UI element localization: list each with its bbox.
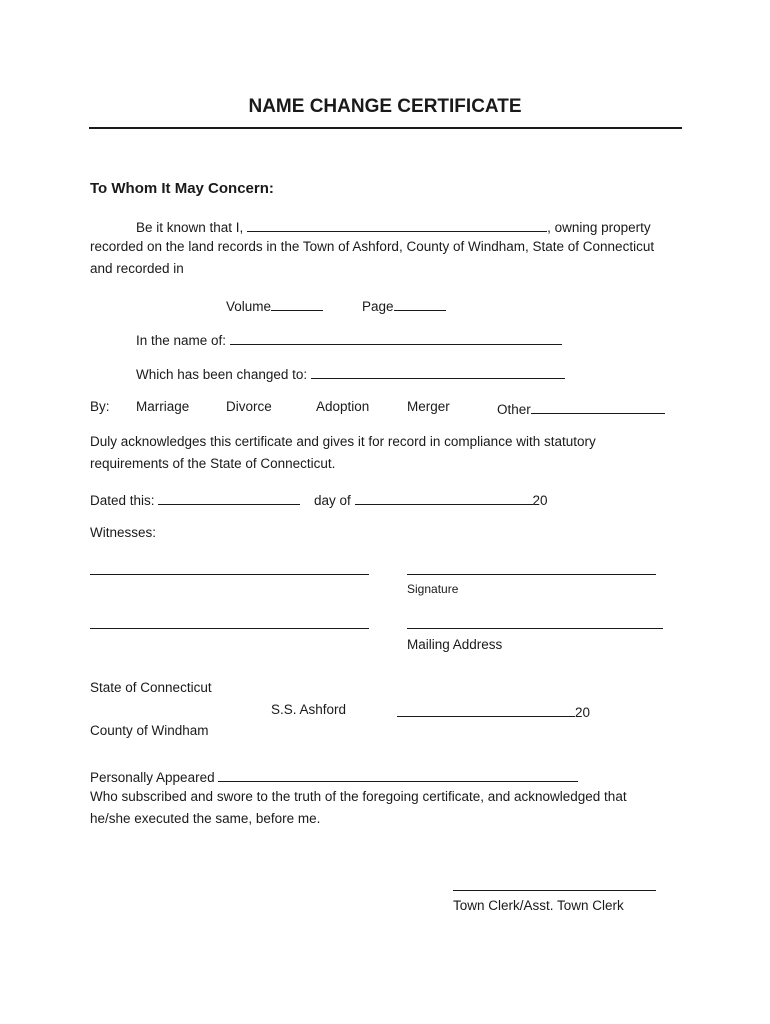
personally-appeared-field[interactable] [218,767,578,782]
intro-line-3: and recorded in [90,261,184,276]
intro-line-2: recorded on the land records in the Town of Ashford, County of Windham, State of Connecticut [90,239,655,254]
day-of-label: day of [314,493,351,508]
dated-year-prefix: 20 [532,493,548,508]
personally-appeared-row [90,767,578,785]
subscribed-line-2: he/she executed the same, before me. [90,811,321,826]
option-divorce[interactable]: Divorce [226,399,272,414]
mailing-address-label: Mailing Address [407,637,503,652]
subscribed-line-1: Who subscribed and swore to the truth of the foregoing certificate, and acknowledged that [90,789,627,804]
witnesses-label: Witnesses: [90,525,157,540]
option-other[interactable]: Other [497,402,531,417]
changed-to-field[interactable] [311,364,565,379]
venue-state: State of Connecticut [90,680,212,695]
intro-suffix: , owning property [547,220,651,235]
page-field[interactable] [394,296,446,311]
dated-label: Dated this: [90,493,155,508]
venue-year-prefix: 20 [575,705,591,720]
option-merger[interactable]: Merger [407,399,450,414]
dated-month-field[interactable] [355,490,533,505]
personally-appeared-label: Personally Appeared [90,770,215,785]
option-other-row [497,399,665,417]
changed-to-label: Which has been changed to: [136,367,308,382]
intro-line-1 [136,217,651,235]
acknowledgement-line-1: Duly acknowledges this certificate and gives it for record in compliance with statutory [90,434,596,449]
option-adoption[interactable]: Adoption [316,399,370,414]
changed-to-row [136,364,565,382]
signature-line[interactable] [407,574,656,575]
venue-date-field[interactable] [397,702,575,717]
venue-county: County of Windham [90,723,209,738]
owner-name-field[interactable] [247,217,547,232]
in-name-of-label: In the name of: [136,333,227,348]
clerk-signature-line[interactable] [453,890,656,891]
title-divider [89,127,682,129]
volume-label: Volume [226,299,272,314]
clerk-label: Town Clerk/Asst. Town Clerk [453,898,624,913]
salutation: To Whom It May Concern: [90,180,274,197]
volume-field[interactable] [271,296,323,311]
day-of-row [314,490,548,508]
intro-prefix: Be it known that I, [136,220,244,235]
option-marriage[interactable]: Marriage [136,399,190,414]
witness-1-line[interactable] [90,574,369,575]
witness-2-line[interactable] [90,628,369,629]
volume-row [226,296,323,314]
mailing-address-line[interactable] [407,628,663,629]
dated-row [90,490,300,508]
other-field[interactable] [531,399,665,414]
venue-date-row [397,702,590,720]
in-name-of-row [136,330,562,348]
page-row [362,296,446,314]
in-name-of-field[interactable] [230,330,562,345]
page-title: NAME CHANGE CERTIFICATE [248,96,522,117]
signature-label: Signature [407,582,459,596]
by-label: By: [90,399,110,414]
acknowledgement-line-2: requirements of the State of Connecticut. [90,456,336,471]
page-label: Page [362,299,394,314]
venue-ss: S.S. Ashford [271,702,347,717]
dated-day-field[interactable] [158,490,300,505]
